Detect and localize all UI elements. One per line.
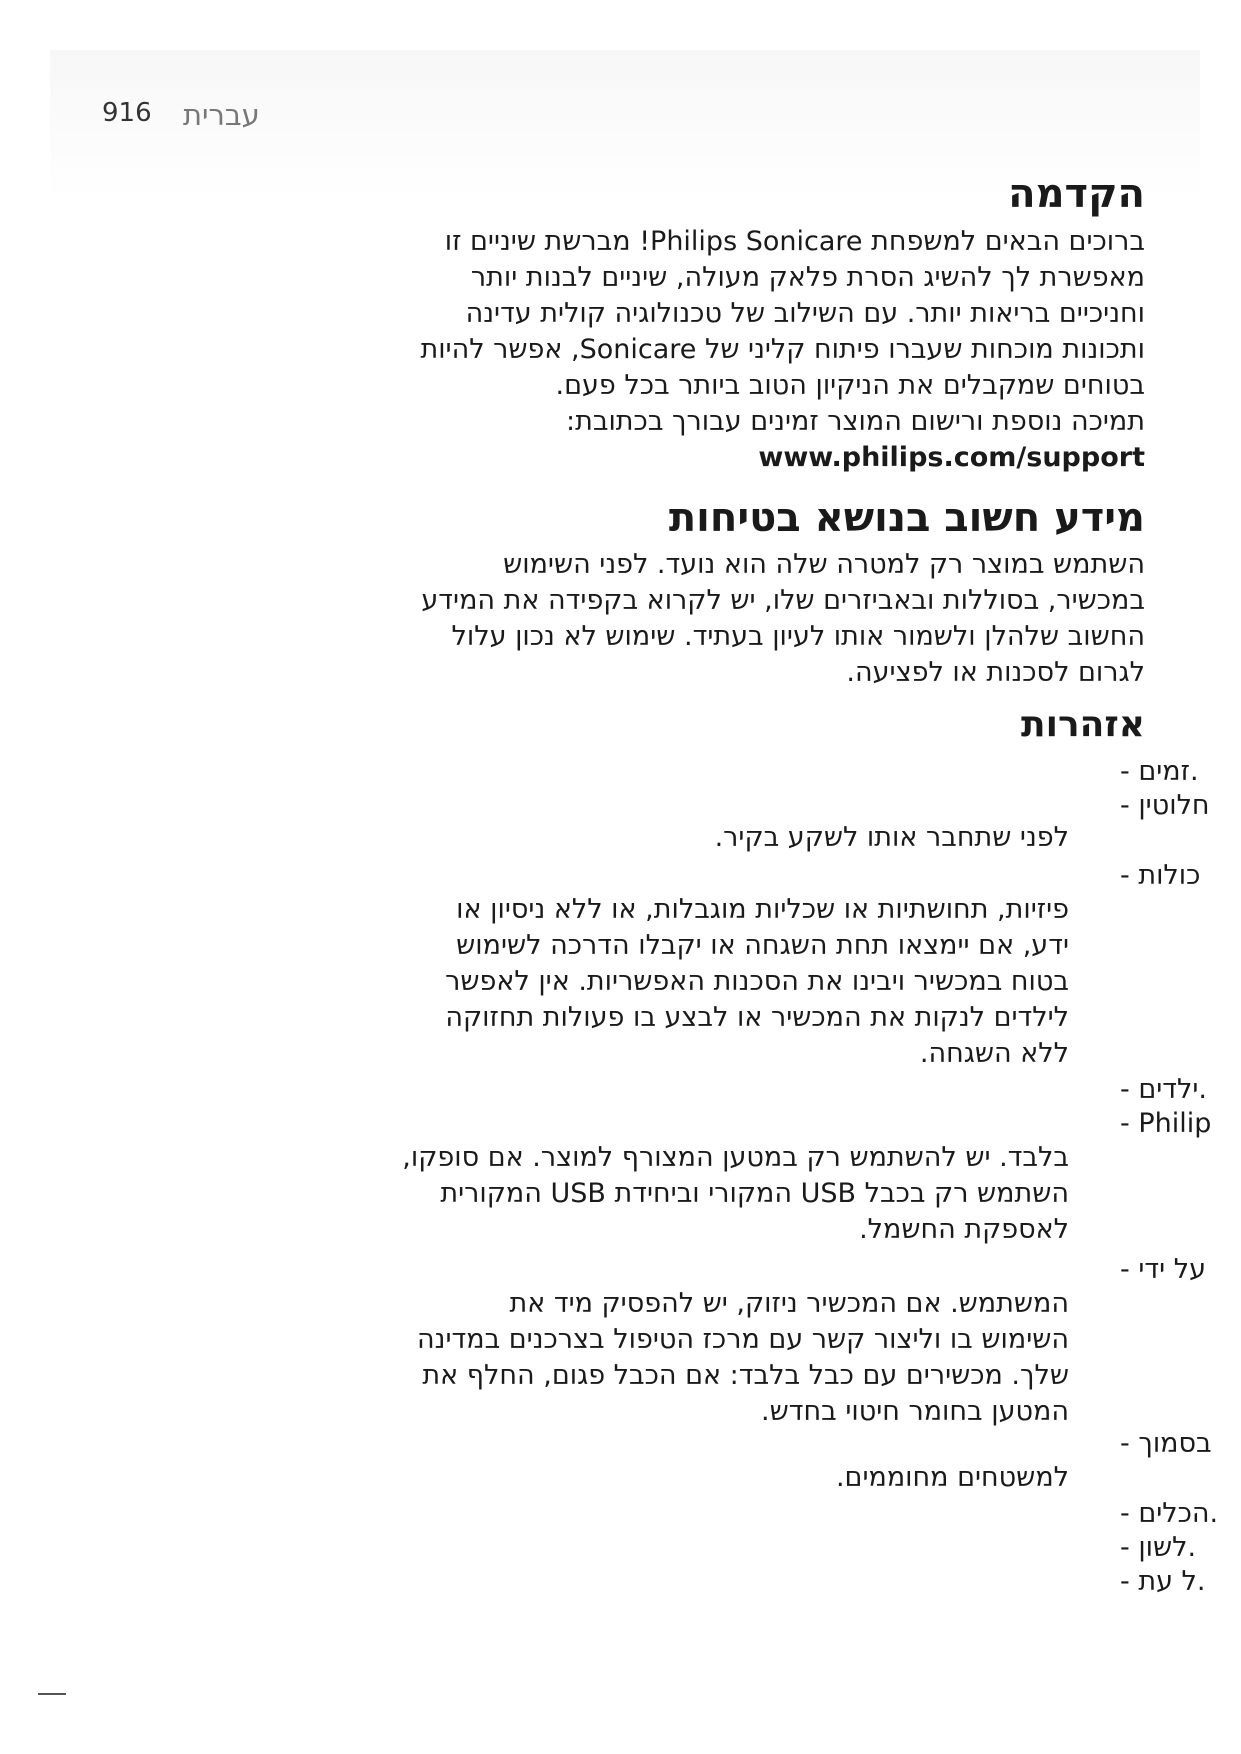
intro-line: בטוחים שמקבלים את הניקיון הטוב ביותר בכל פעם. [555,370,1145,401]
warning-bullet: - לשון. [1120,1532,1197,1563]
intro-body [420,224,1145,476]
warning-line: שלך. מכשירים עם כבל בלבד: אם הכבל פגום, החלף את [422,1360,1069,1391]
safety-section [669,494,1145,542]
warning-line: המטען בחומר חיטוי בחדש. [761,1396,1069,1427]
warning-bullet: - זמים. [1120,756,1199,787]
intro-line: תמיכה נוספת ורישום המוצר זמינים עבורך בכתובת: [566,406,1145,437]
warning-line: לילדים לנקות את המכשיר או לבצע בו פעולות תחזוקה [445,1002,1069,1033]
warning-line: השימוש בו וליצור קשר עם מרכז הטיפול בצרכנים במדינה [417,1324,1069,1355]
support-url-link[interactable]: www.philips.com/support [758,442,1145,473]
warning-bullet: - בסמוך [1120,1428,1212,1459]
warning-line: ללא השגחה. [919,1038,1069,1069]
intro-title: הקדמה [1008,171,1145,217]
safety-line: במכשיר, בסוללות ובאביזרים שלו, יש לקרוא בקפידה את המידע [421,585,1145,616]
warning-line: המשתמש. אם המכשיר ניזוק, יש להפסיק מיד את [509,1288,1069,1319]
warning-block-2 [445,892,1069,1072]
safety-line: השתמש במוצר רק למטרה שלה הוא נועד. לפני השימוש [503,549,1145,580]
safety-body [421,547,1145,691]
warning-line: לאספקת החשמל. [859,1214,1069,1245]
warning-block-1 [715,820,1069,856]
intro-line: וחניכיים בריאות יותר. עם השילוב של טכנולוגיה קולית עדינה [465,298,1145,329]
warning-bullet: - כולות [1120,860,1201,891]
warning-line: למשטחים מחוממים. [835,1462,1069,1493]
intro-line: ותכונות מוכחות שעברו פיתוח קליני של Sonicare, אפשר להיות [420,334,1145,365]
warning-block-3 [402,1140,1069,1248]
warning-bullet: - על ידי [1120,1254,1206,1285]
warning-line: השתמש רק בכבל USB המקורי וביחידת USB המקורית [440,1178,1069,1209]
warning-block-5 [836,1460,1069,1496]
warning-line: לפני שתחבר אותו לשקע בקיר. [714,822,1069,853]
footer-mark [38,1693,66,1695]
language-label: עברית [183,98,260,132]
warning-bullet: - ל עת. [1120,1566,1206,1597]
warnings-title: אזהרות [1021,704,1145,745]
warning-bullet: - ילדים. [1120,1074,1207,1105]
warning-bullet: - חלוטין [1120,790,1210,821]
warning-line: ידע, אם יימצאו תחת השגחה או יקבלו הדרכה לשימוש [456,930,1069,961]
safety-title: מידע חשוב בנושא בטיחות [668,495,1145,541]
page-number: 916 [102,98,152,128]
warning-line: בלבד. יש להשתמש רק במטען המצורף למוצר. אם סופקו, [402,1142,1069,1173]
intro-line: מאפשרת לך להשיג הסרת פלאק מעולה, שיניים לבנות יותר [470,262,1145,293]
warning-bullet: - Philip [1120,1108,1212,1139]
intro-section [1008,170,1145,218]
warning-line: פיזיות, תחושתיות או שכליות מוגבלות, או ללא ניסיון או [456,894,1069,925]
safety-line: לגרום לסכנות או לפציעה. [846,657,1145,688]
intro-line: ברוכים הבאים למשפחת Philips Sonicare! מברשת שיניים זו [444,226,1145,257]
warning-bullet: - הכלים. [1120,1498,1219,1529]
warning-line: בטוח במכשיר ויבינו את הסכנות האפשריות. אין לאפשר [445,966,1069,997]
safety-line: החשוב שלהלן ולשמור אותו לעיון בעתיד. שימוש לא נכון עלול [451,621,1145,652]
warning-block-4 [417,1286,1069,1430]
